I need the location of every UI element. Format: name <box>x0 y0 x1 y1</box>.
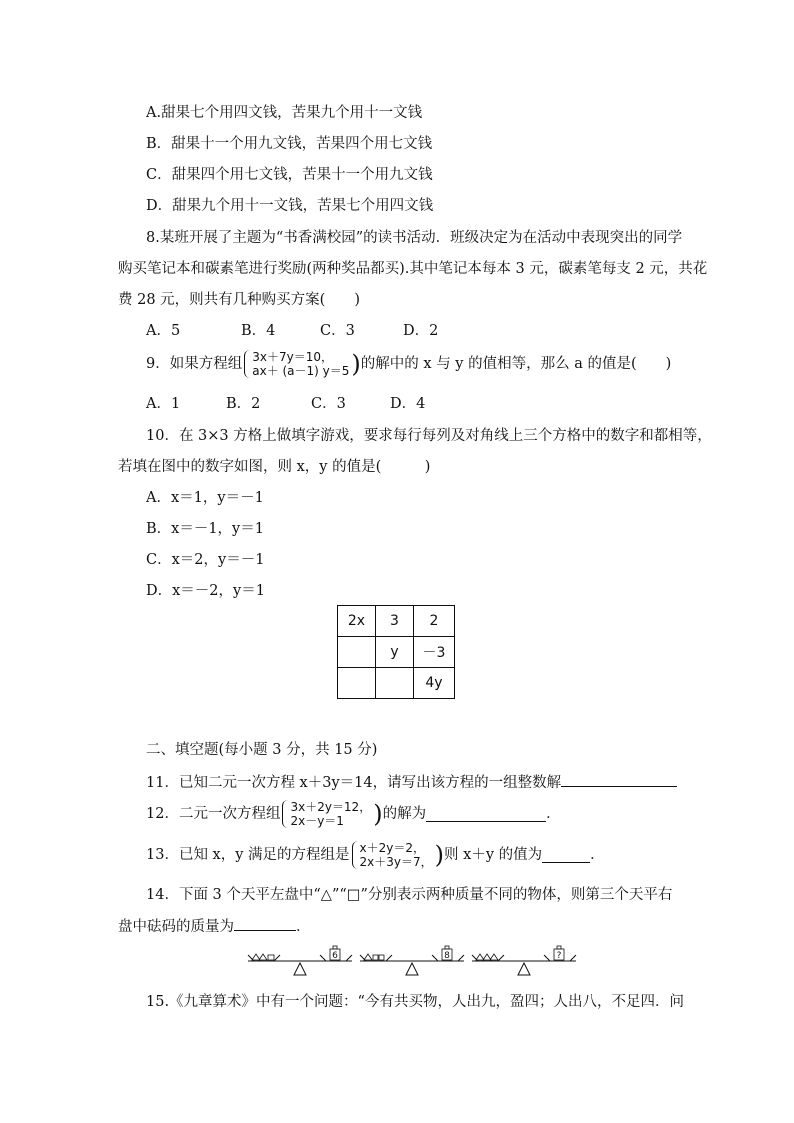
q11-answer-blank[interactable] <box>561 772 677 787</box>
q14-line-1: 14．下面 3 个天平左盘中“△”“□”分别表示两种质量不同的物体，则第三个天平右 <box>146 887 673 903</box>
q11-text: 11．已知二元一次方程 x＋3y＝14，请写出该方程的一组整数解 <box>146 775 562 791</box>
q12-paren: ) <box>373 800 383 828</box>
q7-option-a: A.甜果七个用四文钱，苦果九个用十一文钱 <box>146 105 423 121</box>
q13-paren: ) <box>434 841 445 869</box>
q10-option-d: D．x＝－2，y＝1 <box>146 583 265 599</box>
q12-question <box>146 800 561 828</box>
q9-eq2: ax＋ (a－1) y＝5 <box>252 364 350 378</box>
balance-scale-3 <box>472 946 576 975</box>
q9-question <box>146 350 671 378</box>
q9-option-a: A．1 <box>146 396 181 412</box>
q9-paren: ) <box>351 350 361 378</box>
balance-scale-2 <box>360 946 464 975</box>
section-2-title: 二、填空题(每小题 3 分，共 15 分) <box>146 742 378 758</box>
q8-option-a: A．5 <box>146 323 181 339</box>
q10-line-1: 10．在 3×3 方格上做填字游戏，要求每行每列及对角线上三个方格中的数字和都相等， <box>146 428 712 444</box>
q12-eq1: 3x＋2y＝12， <box>290 800 372 814</box>
q8-line-3: 费 28 元，则共有几种购买方案( ) <box>118 292 360 308</box>
q13-suffix: 则 x＋y 的值为 <box>444 847 543 863</box>
balance-scales-figure <box>244 940 584 982</box>
q14-end: ． <box>296 919 311 935</box>
q7-option-c: C．甜果四个用七文钱，苦果十一个用九文钱 <box>146 167 433 183</box>
q9-suffix: 的解中的 x 与 y 的值相等，那么 a 的值是( ) <box>360 356 672 372</box>
q12-equation-system <box>282 800 371 828</box>
q13-equation-system <box>352 841 433 869</box>
magic-square-grid <box>337 605 455 699</box>
q8-line-1: 8.某班开展了主题为“书香满校园”的读书活动．班级决定为在活动中表现突出的同学 <box>146 230 683 246</box>
q12-end: ． <box>546 806 561 822</box>
grid-row <box>338 668 455 699</box>
q15-line-1: 15.《九章算术》中有一个问题：“今有共买物，人出九，盈四；人出八，不足四．问 <box>146 994 684 1010</box>
q12-suffix: 的解为 <box>382 806 427 822</box>
q14-text: 盘中砝码的质量为 <box>118 919 234 935</box>
q9-equation-system <box>244 350 349 378</box>
grid-cell <box>338 637 376 668</box>
grid-cell: 3 <box>376 606 414 637</box>
q13-answer-blank[interactable] <box>542 848 590 863</box>
grid-cell: 2 <box>414 606 455 637</box>
grid-cell: －3 <box>414 637 455 668</box>
q10-option-c: C．x＝2，y＝－1 <box>146 552 265 568</box>
q13-prefix: 13．已知 x，y 满足的方程组是 <box>146 847 350 863</box>
weight-label-2: 8 <box>444 951 450 961</box>
q13-eq1: x＋2y＝2， <box>359 841 426 855</box>
q9-option-c: C．3 <box>311 396 346 412</box>
q7-option-d: D．甜果九个用十一文钱，苦果七个用四文钱 <box>146 198 434 214</box>
q12-prefix: 12．二元一次方程组 <box>146 806 281 822</box>
grid-row <box>338 606 455 637</box>
q14-answer-blank[interactable] <box>234 916 296 931</box>
grid-cell <box>338 668 376 699</box>
weight-label-3: ? <box>556 951 562 961</box>
grid-cell: 2x <box>338 606 376 637</box>
q12-eq2: 2x－y＝1 <box>290 814 344 828</box>
q9-option-d: D．4 <box>390 396 426 412</box>
grid-cell <box>376 668 414 699</box>
q9-prefix: 9．如果方程组 <box>146 356 243 372</box>
q10-option-a: A．x＝1，y＝－1 <box>146 490 264 506</box>
grid-cell: y <box>376 637 414 668</box>
q8-option-c: C．3 <box>320 323 355 339</box>
q9-option-b: B．2 <box>226 396 261 412</box>
q13-question <box>146 841 605 869</box>
q8-option-b: B．4 <box>241 323 276 339</box>
q14-line-2 <box>118 916 311 937</box>
q10-line-2: 若填在图中的数字如图，则 x，y 的值是( ) <box>118 459 431 475</box>
grid-row <box>338 637 455 668</box>
balance-scale-1 <box>248 946 352 975</box>
q13-end: ． <box>590 847 605 863</box>
q11-question <box>146 772 677 793</box>
weight-label-1: 6 <box>332 951 338 961</box>
q9-eq1: 3x＋7y＝10， <box>252 350 333 364</box>
q13-eq2: 2x＋3y＝7， <box>359 855 433 869</box>
q7-option-b: B．甜果十一个用九文钱，苦果四个用七文钱 <box>146 136 433 152</box>
q8-line-2: 购买笔记本和碳素笔进行奖励(两种奖品都买).其中笔记本每本 3 元，碳素笔每支 2 元，共花 <box>118 261 708 277</box>
q8-option-d: D．2 <box>403 323 439 339</box>
q12-answer-blank[interactable] <box>426 807 546 822</box>
grid-cell: 4y <box>414 668 455 699</box>
q10-option-b: B．x＝－1，y＝1 <box>146 521 264 537</box>
